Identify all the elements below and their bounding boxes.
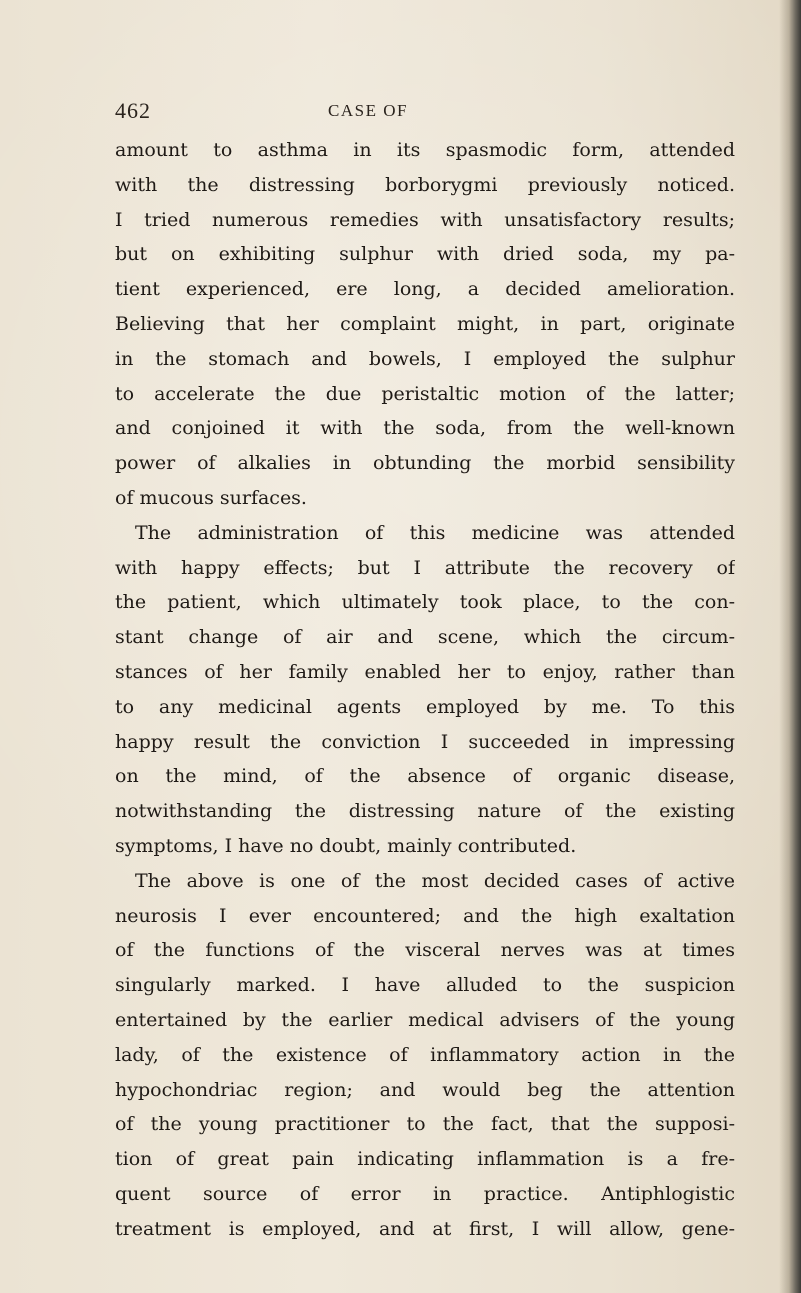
text-line: power of alkalies in obtunding the morbid sensibility [115,452,735,475]
text-line: of mucous surfaces. [115,486,307,509]
text-line: in the stomach and bowels, I employed the sulphur [115,347,735,370]
running-head: CASE OF [328,101,408,120]
text-line: with the distressing borborygmi previously noticed. [115,173,735,196]
text-line: singularly marked. I have alluded to the suspicion [115,974,735,997]
text-line: The above is one of the most decided cases of active [135,869,735,892]
text-line: with happy effects; but I attribute the recovery of [115,556,735,579]
text-line: I tried numerous remedies with unsatisfactory results; [115,208,735,231]
text-line: and conjoined it with the soda, from the well-known [115,417,735,440]
page-number: 462 [115,98,151,123]
text-line: but on exhibiting sulphur with dried soda, my pa- [115,243,735,266]
text-line: treatment is employed, and at first, I will allow, gene- [115,1217,735,1240]
text-line: stant change of air and scene, which the circum- [115,626,735,649]
text-line: entertained by the earlier medical advisers of the young [115,1008,735,1031]
text-line: of the functions of the visceral nerves was at times [115,939,735,962]
text-line: the patient, which ultimately took place, to the con- [115,591,735,614]
text-line: notwithstanding the distressing nature of the existing [115,800,735,823]
page-edge-shadow [779,0,801,1293]
text-line: amount to asthma in its spasmodic form, attended [115,139,735,161]
text-line: tient experienced, ere long, a decided amelioration. [115,278,735,301]
page-header [115,98,715,134]
text-line: on the mind, of the absence of organic disease, [115,765,735,788]
text-line: tion of great pain indicating inflammation is a fre- [115,1148,735,1171]
text-line: hypochondriac region; and would beg the attention [115,1078,735,1101]
text-line: happy result the conviction I succeeded in impressing [115,730,735,753]
text-line: symptoms, I have no doubt, mainly contributed. [115,834,577,857]
text-line: quent source of error in practice. Antiphlogistic [115,1182,735,1205]
text-line: to any medicinal agents employed by me. To this [115,695,735,718]
text-line: stances of her family enabled her to enjoy, rather than [115,660,735,683]
text-line: to accelerate the due peristaltic motion of the latter; [115,382,735,405]
text-line: lady, of the existence of inflammatory action in the [115,1043,735,1066]
text-line: of the young practitioner to the fact, that the supposi- [115,1113,735,1136]
body-text [115,133,735,1247]
text-line: neurosis I ever encountered; and the high exaltation [115,904,735,927]
text-line: Believing that her complaint might, in part, originate [115,312,735,335]
text-line: The administration of this medicine was attended [135,521,735,544]
